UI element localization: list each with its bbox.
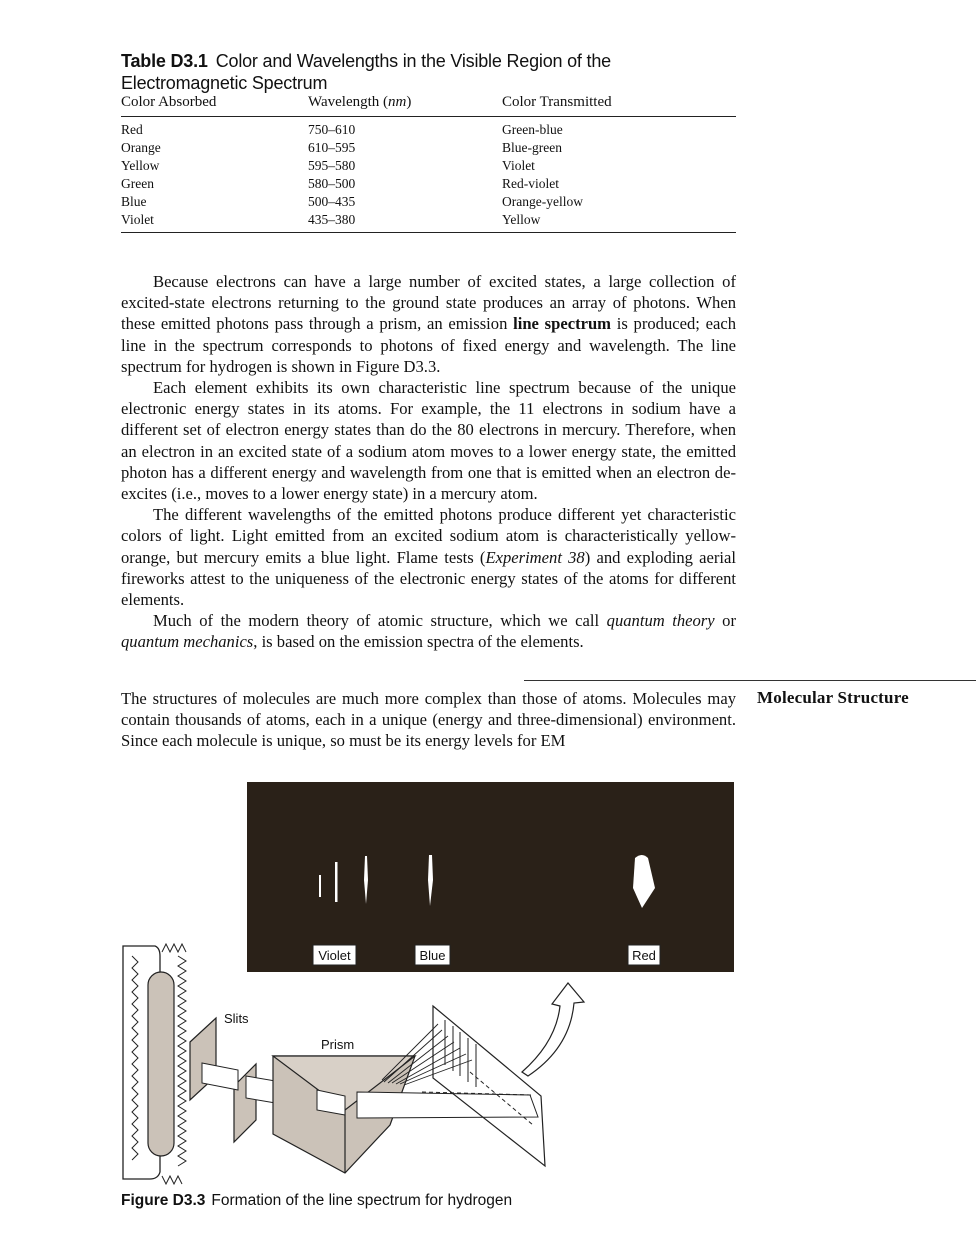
cell-wavelength: 435–380 [308, 211, 502, 233]
cell-absorbed: Yellow [121, 158, 160, 173]
wavelength-table [121, 94, 736, 233]
cell-absorbed: Green [121, 176, 154, 191]
table-label: Table D3.1 [121, 51, 208, 71]
cell-absorbed: Red [121, 122, 143, 137]
table-row [121, 157, 736, 175]
blue-label: Blue [419, 948, 446, 963]
paragraph: Much of the modern theory of atomic structure, which we call quantum theory or quantum mechanics, is based on the emission spectra of the elements. [121, 611, 736, 652]
header-wavelength: Wavelength (nm) [308, 94, 502, 117]
table-row [121, 139, 736, 157]
violet-line-1 [319, 875, 321, 897]
spectrum-diagram [120, 780, 740, 1185]
cell-wavelength: 750–610 [308, 122, 356, 137]
figure-caption [121, 1192, 512, 1210]
body-text [121, 271, 736, 653]
figure-caption-text: Formation of the line spectrum for hydrogen [211, 1192, 513, 1209]
cell-wavelength: 500–435 [308, 194, 356, 209]
header-color-absorbed: Color Absorbed [121, 94, 308, 117]
section-divider [524, 680, 976, 681]
cell-wavelength: 610–595 [308, 140, 356, 155]
cell-transmitted: Orange-yellow [502, 194, 583, 209]
experiment-reference: Experiment 38 [485, 547, 585, 567]
paragraph: Each element exhibits its own characteristic line spectrum because of the unique electronic energy states in its atoms. For example, the 11 electrons in sodium have a different set of electron energy states than do the 80 electrons in mercury. Therefore, when an electron in an excited state of a sodium atom moves to a lower energy state, the emitted photon has a different energy and wavelength from one that is emitted when an electron de-excites (i.e., moves to a lower energy state) in a mercury atom. [121, 378, 736, 504]
light-beam-1 [202, 1063, 238, 1090]
exit-beam [357, 1092, 538, 1118]
paragraph: The structures of molecules are much more complex than those of atoms. Molecules may contain thousands of atoms, each in a unique (energy and three-dimensional) environment. Since each molecule is unique, so must be its energy levels for EM [121, 689, 736, 751]
section-heading: Molecular Structure [757, 688, 909, 707]
slit-plate-1 [190, 1018, 216, 1100]
violet-label: Violet [318, 948, 351, 963]
table-caption [121, 50, 681, 94]
cell-transmitted: Violet [502, 158, 535, 173]
cell-absorbed: Orange [121, 140, 161, 155]
table-row [121, 211, 736, 233]
term-line-spectrum: line spectrum [513, 314, 612, 334]
cell-wavelength: 595–580 [308, 158, 356, 173]
cell-transmitted: Yellow [502, 211, 736, 233]
header-color-transmitted: Color Transmitted [502, 94, 736, 117]
slits-label: Slits [224, 1011, 249, 1026]
figure-line-spectrum [120, 780, 740, 1185]
hydrogen-tube [123, 944, 186, 1184]
paragraph: The different wavelengths of the emitted photons produce different yet characteristic colors of light. Light emitted from an excited sodium atom is characteristically yellow-orange, but mercury emits a blue light. Flame tests (Experiment 38) and exploding aerial fireworks attest to the uniqueness of the electronic energy states of the atoms for different elements. [121, 505, 736, 610]
curved-arrow-icon [522, 983, 584, 1076]
figure-label: Figure D3.3 [121, 1192, 206, 1209]
violet-line-2 [335, 862, 338, 902]
cell-transmitted: Red-violet [502, 176, 559, 191]
cell-transmitted: Green-blue [502, 122, 563, 137]
section-text [121, 688, 736, 752]
cell-wavelength: 580–500 [308, 176, 356, 191]
cell-absorbed: Blue [121, 194, 147, 209]
projection-screen [433, 1006, 545, 1166]
red-label: Red [632, 948, 656, 963]
prism-label: Prism [321, 1037, 355, 1052]
table-header-row [121, 94, 736, 117]
table-title: Color and Wavelengths in the Visible Region of the Electromagnetic Spectrum [121, 51, 611, 93]
table-row [121, 117, 736, 140]
paragraph: Because electrons can have a large number of excited states, a large collection of excited-state electrons returning to the ground state produces an array of photons. When these emitted photons pass through a prism, an emission line spectrum is produced; each line in the spectrum corresponds to photons of fixed energy and wavelength. The line spectrum for hydrogen is shown in Figure D3.3. [121, 272, 736, 376]
table-row [121, 193, 736, 211]
table-row [121, 175, 736, 193]
cell-absorbed: Violet [121, 211, 308, 233]
cell-transmitted: Blue-green [502, 140, 562, 155]
